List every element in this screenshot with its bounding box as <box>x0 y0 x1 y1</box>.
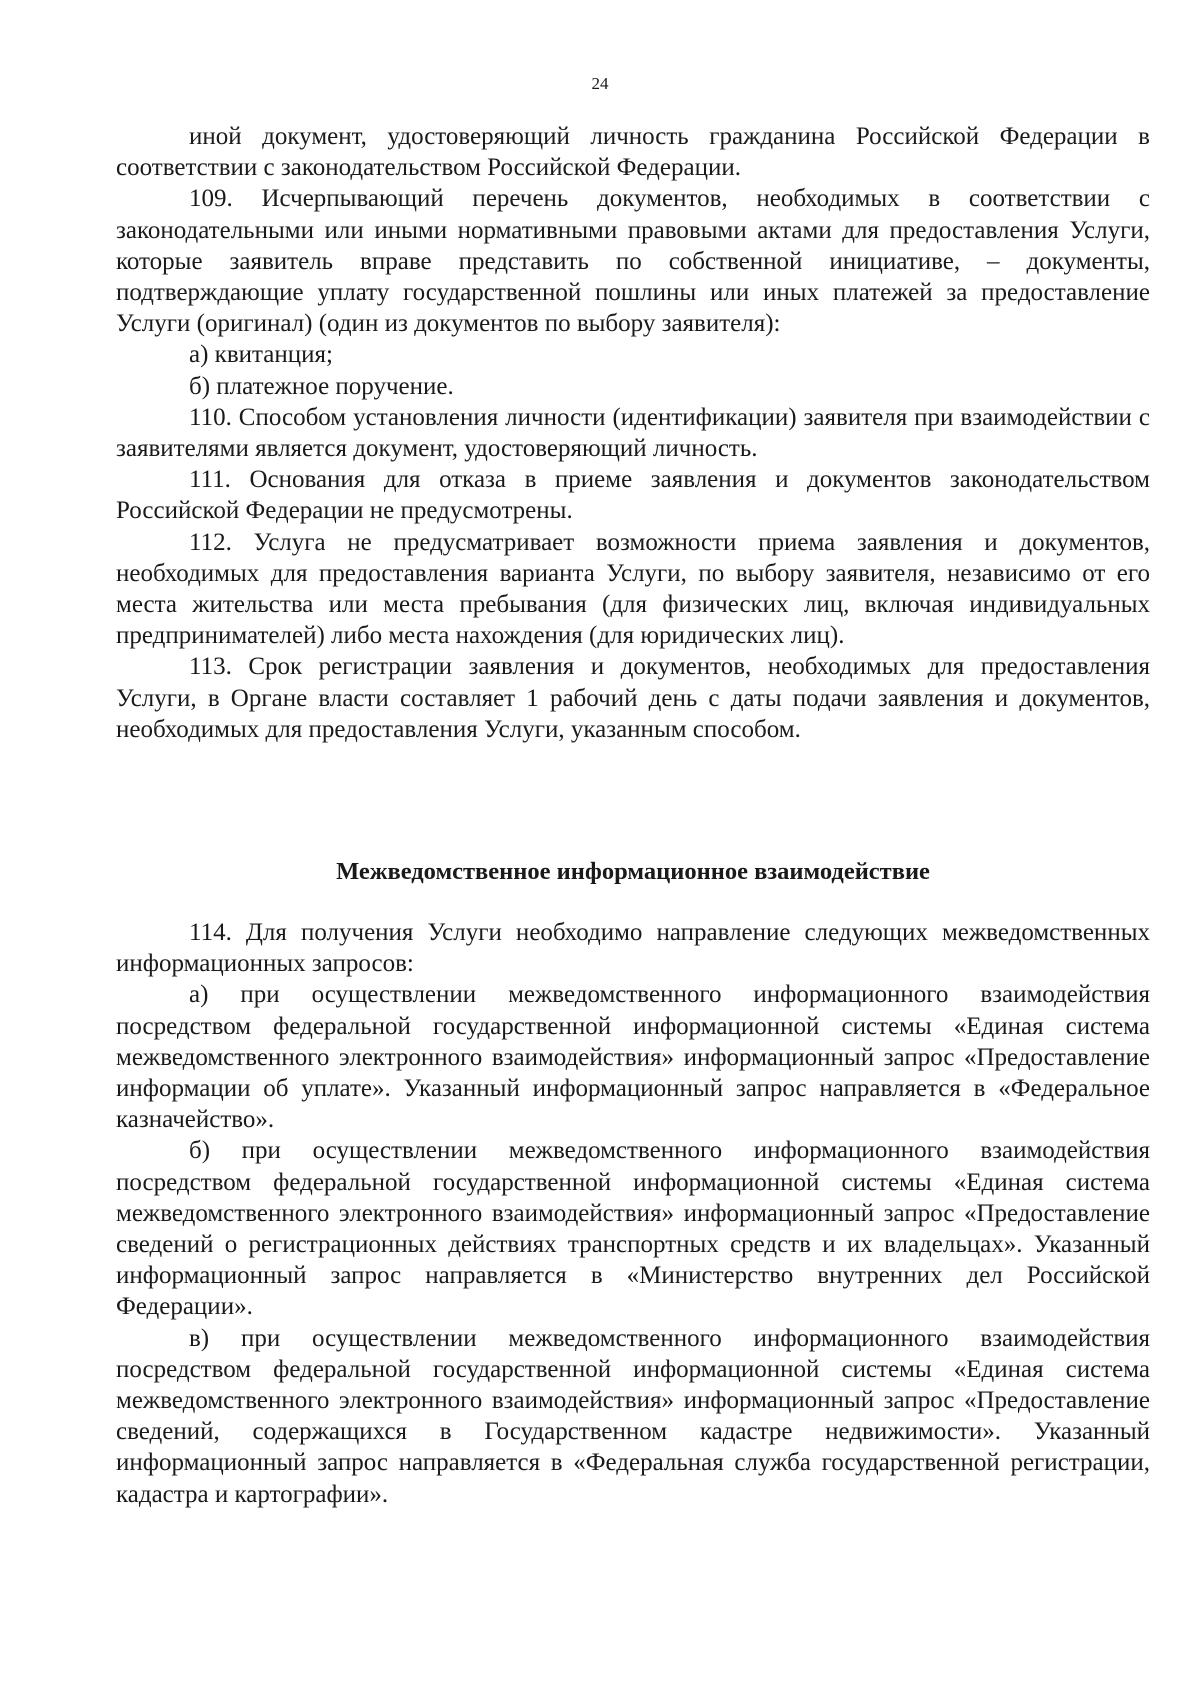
paragraph: а) при осуществлении межведомственного информационного взаимодействия посредством федеральной государственной информационной системы «Единая система межведомственного электронного взаимодействия» информационный запрос «Предоставление информации об уплате». Указанный информационный запрос направляется в «Федеральное казначейство». <box>116 981 1150 1134</box>
paragraph: 109. Исчерпывающий перечень документов, необходимых в соответствии с законодательными или иными нормативными правовыми актами для предоставления Услуги, которые заявитель вправе представить по собственной инициативе, – документы, подтверждающие уплату государственной пошлины или иных платежей за предоставление Услуги (оригинал) (один из документов по выбору заявителя): <box>116 185 1150 338</box>
text-block-top <box>116 121 1150 745</box>
page-number: 24 <box>591 74 609 93</box>
text-block-bottom <box>116 917 1150 1510</box>
paragraph: 111. Основания для отказа в приеме заявления и документов законодательством Российской Федерации не предусмотрены. <box>116 466 1150 525</box>
paragraph: 112. Услуга не предусматривает возможности приема заявления и документов, необходимых для предоставления варианта Услуги, по выбору заявителя, независимо от его места жительства или места пребывания (для физических лиц, включая индивидуальных предпринимателей) либо места нахождения (для юридических лиц). <box>116 528 1150 650</box>
paragraph: в) при осуществлении межведомственного информационного взаимодействия посредством федеральной государственной информационной системы «Единая система межведомственного электронного взаимодействия» информационный запрос «Предоставление сведений, содержащихся в Государственном кадастре недвижимости». Указанный информационный запрос направляется в «Федеральная служба государственной регистрации, кадастра и картографии». <box>116 1324 1150 1508</box>
section-heading: Межведомственное информационное взаимодействие <box>336 858 930 885</box>
paragraph: иной документ, удостоверяющий личность гражданина Российской Федерации в соответствии с законодательством Российской Федерации. <box>116 123 1150 182</box>
paragraph: 114. Для получения Услуги необходимо направление следующих межведомственных информационных запросов: <box>116 919 1150 978</box>
paragraph: 110. Способом установления личности (идентификации) заявителя при взаимодействии с заявителями является документ, удостоверяющий личность. <box>116 403 1150 463</box>
paragraph: б) платежное поручение. <box>189 372 454 400</box>
paragraph: а) квитанция; <box>189 341 333 369</box>
paragraph: 113. Срок регистрации заявления и документов, необходимых для предоставления Услуги, в Органе власти составляет 1 рабочий день с даты подачи заявления и документов, необходимых для предоставления Услуги, указанным способом. <box>116 653 1150 743</box>
paragraph: б) при осуществлении межведомственного информационного взаимодействия посредством федеральной государственной информационной системы «Единая система межведомственного электронного взаимодействия» информационный запрос «Предоставление сведений о регистрационных действиях транспортных средств и их владельцах». Указанный информационный запрос направляется в «Министерство внутренних дел Российской Федерации». <box>116 1137 1150 1321</box>
